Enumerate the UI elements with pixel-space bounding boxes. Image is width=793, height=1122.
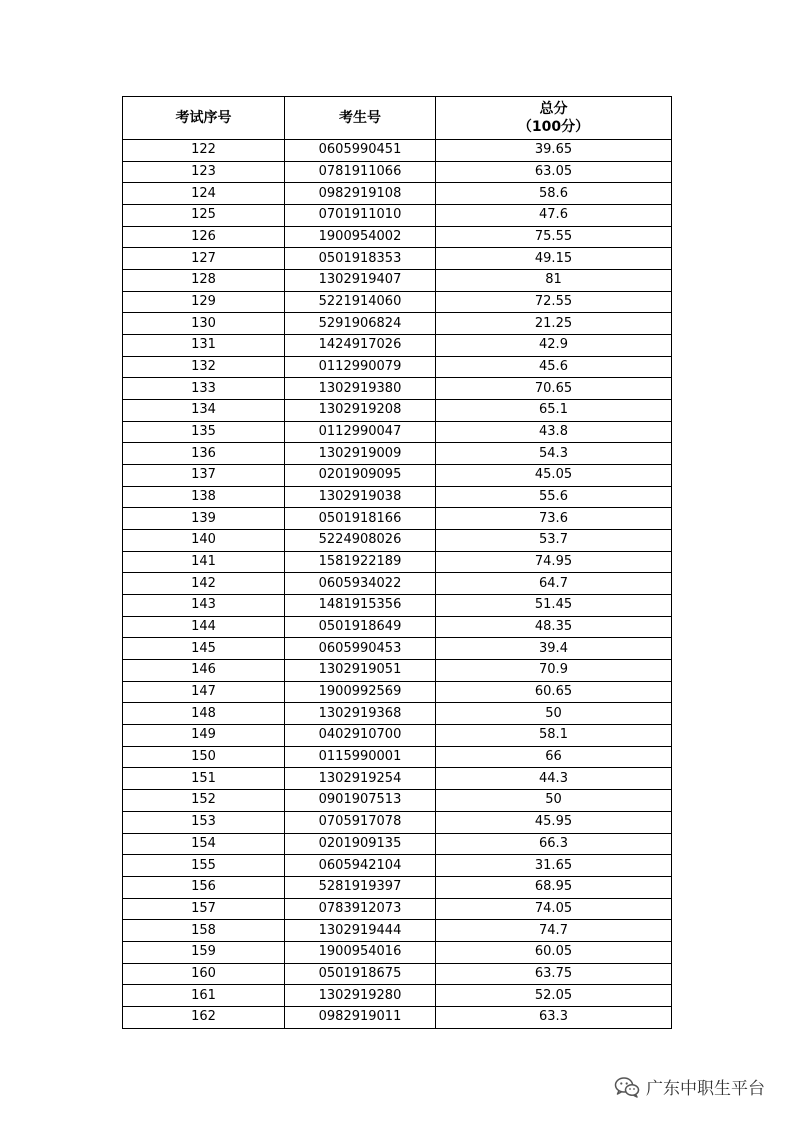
- table-row: [123, 985, 672, 1007]
- cell-total-score: 63.75: [436, 963, 672, 985]
- cell-candidate-id: 0781911066: [285, 161, 436, 183]
- cell-exam-seq: 162: [123, 1006, 285, 1028]
- cell-exam-seq: 149: [123, 725, 285, 747]
- table-row: [123, 205, 672, 227]
- cell-total-score: 66: [436, 746, 672, 768]
- table-row: [123, 335, 672, 357]
- cell-candidate-id: 1302919038: [285, 486, 436, 508]
- cell-exam-seq: 124: [123, 183, 285, 205]
- table-row: [123, 595, 672, 617]
- table-row: [123, 378, 672, 400]
- cell-candidate-id: 0982919011: [285, 1006, 436, 1028]
- table-row: [123, 313, 672, 335]
- cell-exam-seq: 150: [123, 746, 285, 768]
- cell-exam-seq: 155: [123, 855, 285, 877]
- cell-exam-seq: 137: [123, 465, 285, 487]
- cell-exam-seq: 132: [123, 356, 285, 378]
- cell-exam-seq: 123: [123, 161, 285, 183]
- cell-total-score: 21.25: [436, 313, 672, 335]
- cell-total-score: 43.8: [436, 421, 672, 443]
- cell-exam-seq: 130: [123, 313, 285, 335]
- watermark-text: 广东中职生平台: [646, 1079, 765, 1099]
- cell-exam-seq: 133: [123, 378, 285, 400]
- cell-candidate-id: 1900992569: [285, 681, 436, 703]
- table-row: [123, 703, 672, 725]
- table-row: [123, 291, 672, 313]
- cell-exam-seq: 153: [123, 811, 285, 833]
- cell-exam-seq: 152: [123, 790, 285, 812]
- table-row: [123, 226, 672, 248]
- cell-candidate-id: 0705917078: [285, 811, 436, 833]
- table-row: [123, 681, 672, 703]
- table-row: [123, 400, 672, 422]
- table-row: [123, 660, 672, 682]
- cell-total-score: 48.35: [436, 616, 672, 638]
- cell-exam-seq: 143: [123, 595, 285, 617]
- cell-total-score: 74.7: [436, 920, 672, 942]
- cell-total-score: 50: [436, 703, 672, 725]
- cell-candidate-id: 5291906824: [285, 313, 436, 335]
- header-total-score: [436, 97, 672, 140]
- cell-candidate-id: 0901907513: [285, 790, 436, 812]
- table-row: [123, 768, 672, 790]
- cell-total-score: 75.55: [436, 226, 672, 248]
- cell-candidate-id: 5224908026: [285, 530, 436, 552]
- table-body: [123, 140, 672, 1029]
- cell-exam-seq: 147: [123, 681, 285, 703]
- cell-total-score: 66.3: [436, 833, 672, 855]
- cell-candidate-id: 0605934022: [285, 573, 436, 595]
- table-row: [123, 898, 672, 920]
- cell-exam-seq: 145: [123, 638, 285, 660]
- cell-total-score: 47.6: [436, 205, 672, 227]
- cell-exam-seq: 144: [123, 616, 285, 638]
- cell-candidate-id: 0501918649: [285, 616, 436, 638]
- cell-exam-seq: 146: [123, 660, 285, 682]
- cell-total-score: 68.95: [436, 876, 672, 898]
- cell-exam-seq: 125: [123, 205, 285, 227]
- table-row: [123, 920, 672, 942]
- cell-candidate-id: 1900954016: [285, 941, 436, 963]
- cell-candidate-id: 0201909095: [285, 465, 436, 487]
- table-row: [123, 465, 672, 487]
- table-row: [123, 876, 672, 898]
- table-row: [123, 421, 672, 443]
- cell-candidate-id: 1302919254: [285, 768, 436, 790]
- header-row: [123, 97, 672, 140]
- cell-total-score: 39.65: [436, 140, 672, 162]
- table-row: [123, 941, 672, 963]
- table-row: [123, 638, 672, 660]
- cell-exam-seq: 141: [123, 551, 285, 573]
- cell-candidate-id: 1302919280: [285, 985, 436, 1007]
- cell-candidate-id: 1900954002: [285, 226, 436, 248]
- table-row: [123, 486, 672, 508]
- cell-candidate-id: 0982919108: [285, 183, 436, 205]
- cell-exam-seq: 139: [123, 508, 285, 530]
- cell-candidate-id: 1481915356: [285, 595, 436, 617]
- cell-candidate-id: 5221914060: [285, 291, 436, 313]
- cell-total-score: 72.55: [436, 291, 672, 313]
- table-row: [123, 161, 672, 183]
- table-row: [123, 508, 672, 530]
- cell-total-score: 45.05: [436, 465, 672, 487]
- table-row: [123, 551, 672, 573]
- cell-candidate-id: 0701911010: [285, 205, 436, 227]
- cell-exam-seq: 142: [123, 573, 285, 595]
- cell-exam-seq: 131: [123, 335, 285, 357]
- table-row: [123, 530, 672, 552]
- cell-candidate-id: 5281919397: [285, 876, 436, 898]
- cell-candidate-id: 0115990001: [285, 746, 436, 768]
- cell-candidate-id: 0112990047: [285, 421, 436, 443]
- cell-total-score: 44.3: [436, 768, 672, 790]
- cell-total-score: 58.6: [436, 183, 672, 205]
- cell-candidate-id: 1302919051: [285, 660, 436, 682]
- cell-total-score: 74.95: [436, 551, 672, 573]
- cell-exam-seq: 140: [123, 530, 285, 552]
- cell-total-score: 49.15: [436, 248, 672, 270]
- cell-total-score: 58.1: [436, 725, 672, 747]
- cell-exam-seq: 156: [123, 876, 285, 898]
- cell-total-score: 65.1: [436, 400, 672, 422]
- cell-total-score: 60.65: [436, 681, 672, 703]
- cell-candidate-id: 1302919208: [285, 400, 436, 422]
- cell-exam-seq: 138: [123, 486, 285, 508]
- header-total-label: 总分: [539, 101, 568, 117]
- cell-exam-seq: 136: [123, 443, 285, 465]
- cell-exam-seq: 159: [123, 941, 285, 963]
- table-row: [123, 573, 672, 595]
- table-row: [123, 140, 672, 162]
- cell-total-score: 52.05: [436, 985, 672, 1007]
- table-row: [123, 725, 672, 747]
- cell-exam-seq: 157: [123, 898, 285, 920]
- table-row: [123, 616, 672, 638]
- cell-candidate-id: 0605990453: [285, 638, 436, 660]
- table-row: [123, 833, 672, 855]
- cell-exam-seq: 128: [123, 270, 285, 292]
- table-row: [123, 811, 672, 833]
- cell-candidate-id: 0501918675: [285, 963, 436, 985]
- cell-candidate-id: 0501918353: [285, 248, 436, 270]
- cell-exam-seq: 158: [123, 920, 285, 942]
- cell-exam-seq: 127: [123, 248, 285, 270]
- table-row: [123, 356, 672, 378]
- header-candidate-id: 考生号: [285, 97, 436, 140]
- cell-exam-seq: 122: [123, 140, 285, 162]
- table-row: [123, 183, 672, 205]
- cell-exam-seq: 151: [123, 768, 285, 790]
- cell-total-score: 64.7: [436, 573, 672, 595]
- cell-total-score: 54.3: [436, 443, 672, 465]
- cell-total-score: 63.3: [436, 1006, 672, 1028]
- cell-exam-seq: 126: [123, 226, 285, 248]
- cell-candidate-id: 1302919444: [285, 920, 436, 942]
- table-row: [123, 790, 672, 812]
- cell-total-score: 81: [436, 270, 672, 292]
- cell-total-score: 31.65: [436, 855, 672, 877]
- cell-exam-seq: 154: [123, 833, 285, 855]
- table-header: [123, 97, 672, 140]
- cell-candidate-id: 0112990079: [285, 356, 436, 378]
- cell-candidate-id: 1302919407: [285, 270, 436, 292]
- cell-exam-seq: 161: [123, 985, 285, 1007]
- watermark: [614, 1074, 765, 1099]
- cell-total-score: 50: [436, 790, 672, 812]
- wechat-icon: [614, 1076, 640, 1098]
- cell-exam-seq: 129: [123, 291, 285, 313]
- cell-candidate-id: 1302919368: [285, 703, 436, 725]
- cell-total-score: 74.05: [436, 898, 672, 920]
- cell-total-score: 70.9: [436, 660, 672, 682]
- table-row: [123, 443, 672, 465]
- table-row: [123, 270, 672, 292]
- cell-candidate-id: 0201909135: [285, 833, 436, 855]
- cell-total-score: 45.6: [436, 356, 672, 378]
- score-table: [122, 96, 672, 1029]
- cell-candidate-id: 1424917026: [285, 335, 436, 357]
- cell-exam-seq: 148: [123, 703, 285, 725]
- table-row: [123, 855, 672, 877]
- cell-candidate-id: 0605942104: [285, 855, 436, 877]
- cell-exam-seq: 135: [123, 421, 285, 443]
- table-row: [123, 1006, 672, 1028]
- cell-candidate-id: 0402910700: [285, 725, 436, 747]
- cell-total-score: 45.95: [436, 811, 672, 833]
- cell-total-score: 60.05: [436, 941, 672, 963]
- cell-total-score: 70.65: [436, 378, 672, 400]
- cell-candidate-id: 1581922189: [285, 551, 436, 573]
- cell-exam-seq: 160: [123, 963, 285, 985]
- cell-candidate-id: 1302919009: [285, 443, 436, 465]
- cell-candidate-id: 1302919380: [285, 378, 436, 400]
- cell-total-score: 53.7: [436, 530, 672, 552]
- cell-candidate-id: 0605990451: [285, 140, 436, 162]
- cell-candidate-id: 0783912073: [285, 898, 436, 920]
- cell-total-score: 73.6: [436, 508, 672, 530]
- cell-candidate-id: 0501918166: [285, 508, 436, 530]
- cell-total-score: 42.9: [436, 335, 672, 357]
- table-row: [123, 248, 672, 270]
- table-row: [123, 746, 672, 768]
- cell-exam-seq: 134: [123, 400, 285, 422]
- cell-total-score: 55.6: [436, 486, 672, 508]
- cell-total-score: 51.45: [436, 595, 672, 617]
- cell-total-score: 39.4: [436, 638, 672, 660]
- table-row: [123, 963, 672, 985]
- cell-total-score: 63.05: [436, 161, 672, 183]
- header-total-max: （100分）: [517, 119, 590, 135]
- header-exam-seq: 考试序号: [123, 97, 285, 140]
